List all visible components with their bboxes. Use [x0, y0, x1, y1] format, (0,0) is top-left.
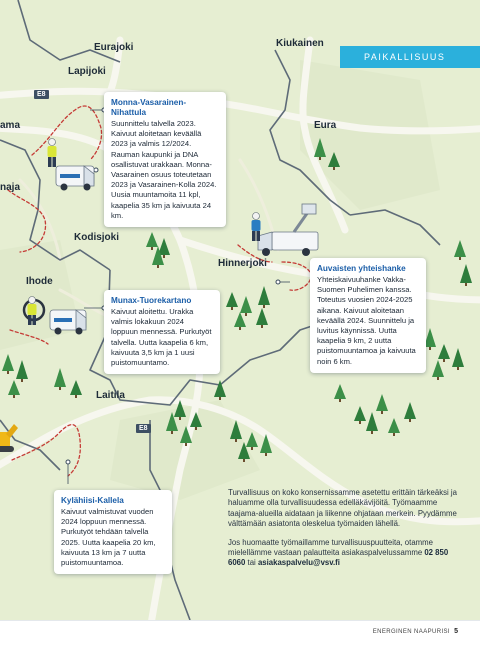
- road-sign-e8: E8: [136, 424, 151, 433]
- project-card-body: Yhteiskaivuuhanke Vakka-Suomen Puhelimen kanssa. Toteutus vuosien 2024-2025 aikana. Kaivuut aloitetaan keväällä 2024. Suunnittelu ja luvitus käynnissä. Uutta kaapelia 9 km, 2 uutta puistomuuntamoa ja kaivuuta noin 6 km.: [317, 275, 416, 366]
- email-link[interactable]: asiakaspalvelu@vsv.fi: [257, 558, 340, 568]
- project-card-title: Munax-Tuorekartano: [111, 296, 192, 305]
- place-lapijoki: Lapijoki: [68, 66, 106, 77]
- project-card-munax: [104, 290, 220, 374]
- place-naja: naja: [0, 182, 21, 193]
- feedback-connector: tai: [245, 558, 258, 568]
- page-number: 5: [454, 628, 458, 635]
- feedback-text: Jos huomaatte työmaillamme turvallisuuspuutteita, otamme mielellämme vastaan palautteita asiakaspalvelussamme: [228, 537, 433, 558]
- place-kiukainen: Kiukainen: [276, 38, 324, 49]
- project-card-monna: [104, 92, 226, 227]
- place-eura: Eura: [314, 120, 337, 131]
- safety-info: [228, 488, 460, 577]
- phone-number: 02 850 6060: [228, 548, 449, 568]
- page-footer: [0, 620, 480, 648]
- section-tag: [340, 46, 480, 68]
- place-hinnerjoki: Hinnerjoki: [218, 258, 267, 269]
- project-card-body: Kaivuut valmistuvat vuoden 2024 loppuun mennessä. Purkutyöt tehdään talvella 2025. Uutta kaapelia 20 km, kaivuuta 13 km ja 7 uutta puistomuuntamoa.: [61, 507, 156, 568]
- safety-paragraph: Turvallisuus on koko konsernissamme asetettu erittäin tärkeäksi ja haluamme olla turvallisuudessa edelläkävijöitä. Työmaamme taajama-alueilla aidataan ja liikenne ohjataan merkein. Pyydämme välttämään asiatonta oleskelua työmaiden lähellä.: [228, 488, 457, 529]
- project-card-body: Kaivuut aloitettu. Urakka valmis lokakuun 2024 loppuun mennessä. Purkutyöt talvella. Uutta kaapelia 6 km, kaivuuta 3,5 km ja 1 uusi puistomuuntamo.: [111, 307, 212, 368]
- place-laitila: Laitila: [96, 390, 125, 401]
- project-card-title: Monna-Vasarainen-Nihattula: [111, 98, 187, 117]
- place-kodisjoki: Kodisjoki: [74, 232, 120, 243]
- project-card-kylahiisi: [54, 490, 172, 574]
- project-card-auvainen: [310, 258, 426, 373]
- road-sign-e8: E8: [34, 90, 49, 99]
- footer-label: ENERGINEN NAAPURISI: [372, 629, 450, 635]
- project-card-body: Suunnittelu talvella 2023. Kaivuut aloitetaan keväällä 2023 ja valmis 12/2024. Rauman kaupunki ja DNA osallistuvat urakkaan. Monna-Vasarainen osuus toteutetaan 2023 ja Vasarainen-Kolla 2024. Uusia muuntamoita 11 kpl, kaapelia 35 km ja kaivuuta 24 km.: [111, 119, 217, 220]
- place-ihode: Ihode: [26, 276, 53, 287]
- place-ama: ama: [0, 120, 21, 131]
- section-tag-label: PAIKALLISUUS: [364, 52, 446, 62]
- place-eurajoki: Eurajoki: [94, 42, 134, 53]
- project-card-title: Kylähiisi-Kallela: [61, 496, 124, 505]
- footer-divider: [0, 620, 480, 621]
- feedback-paragraph: [228, 538, 460, 569]
- project-card-title: Auvaisten yhteishanke: [317, 264, 406, 273]
